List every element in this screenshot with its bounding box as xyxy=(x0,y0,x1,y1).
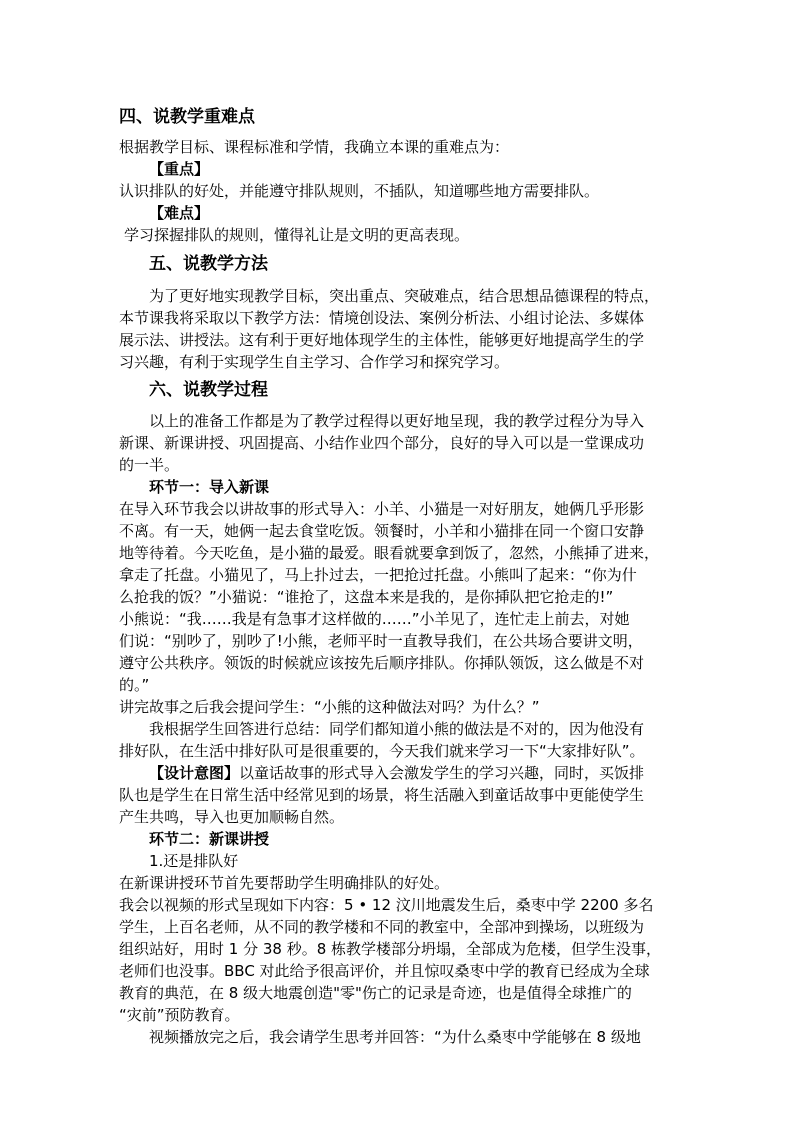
paragraph-line: 遵守公共秩序。领饭的时候就应该按先后顺序排队。你挿队领饭，这么做是不对 xyxy=(119,654,645,672)
difficult-point-text: 学习探握排队的规则，懂得礼让是文明的更高表现。 xyxy=(124,226,470,244)
question-line: 讲完故事之后我会提问学生：“小熊的这种做法对吗？为什么？” xyxy=(119,698,540,716)
section-5-heading: 五、说教学方法 xyxy=(149,254,268,274)
paragraph-line: 学生，上百名老师，从不同的教学楼和不同的教室中，全部冲到操场，以班级为 xyxy=(119,918,645,936)
paragraph-line: 组织站好，用时 1 分 38 秒。8 栋教学楼部分坍塌，全部成为危楼，但学生没事， xyxy=(119,940,662,958)
design-intent-label: 【设计意图】 xyxy=(149,764,240,782)
key-point-label: 【重点】 xyxy=(149,160,210,178)
section-4-intro: 根据教学目标、课程标准和学情，我确立本课的重难点为： xyxy=(119,138,510,156)
paragraph-line: 展示法、讲授法。这有利于更好地体现学生的主体性，能够更好地提高学生的学 xyxy=(119,331,645,349)
paragraph-line: 习兴趣，有利于实现学生自主学习、合作学习和探究学习。 xyxy=(119,353,510,371)
section-6-heading: 六、说教学过程 xyxy=(149,380,268,400)
paragraph-line: 教育的典范，在 8 级大地震创造"零"伤亡的记录是奇迹，也是值得全球推广的 xyxy=(119,984,632,1002)
paragraph-line: 本节课我将采取以下教学方法：情境创设法、案例分析法、小组讨论法、多媒体 xyxy=(119,309,645,327)
paragraph-line: 小熊说：“我……我是有急事才这样做的……”小羊见了，连忙走上前去，对她 xyxy=(119,610,630,628)
paragraph-line: 排好队，在生活中排好队可是很重要的，今天我们就来学习一下“大家排好队”。 xyxy=(119,742,645,760)
paragraph-line: 视频播放完之后，我会请学生思考并回答：“为什么桑枣中学能够在 8 级地 xyxy=(149,1028,641,1046)
paragraph-line: 的。” xyxy=(119,676,150,694)
paragraph-line: “灾前”预防教育。 xyxy=(119,1006,240,1024)
paragraph-line: 的一半。 xyxy=(119,456,180,474)
paragraph-line: 队也是学生在日常生活中经常见到的场景，将生活融入到童话故事中更能使学生 xyxy=(119,786,645,804)
design-intent-line xyxy=(149,762,644,784)
step-1-title: 环节一：导入新课 xyxy=(149,478,270,496)
paragraph-line: 我会以视频的形式呈现如下内容：5 • 12 汶川地震发生后，桑枣中学 2200 多名 xyxy=(119,896,654,914)
paragraph-line: 在新课讲授环节首先要帮助学生明确排队的好处。 xyxy=(119,874,450,892)
paragraph-line: 地等待着。今天吃鱼，是小猫的最爱。眼看就要拿到饭了，忽然，小熊挿了进来， xyxy=(119,544,660,562)
design-intent-text: 以童话故事的形式导入会激发学生的学习兴趣，同时，买饭排 xyxy=(239,764,645,782)
paragraph-line: 以上的准备工作都是为了教学过程得以更好地呈现，我的教学过程分为导入 xyxy=(149,412,645,430)
paragraph-line: 们说：“别吵了，别吵了!小熊，老师平时一直教导我们，在公共场合要讲文明， xyxy=(119,632,643,650)
paragraph-line: 为了更好地实现教学目标，突出重点、突破难点，结合思想品德课程的特点， xyxy=(149,287,660,305)
paragraph-line: 在导入环节我会以讲故事的形式导入：小羊、小猫是一对好朋友，她俩几乎形影 xyxy=(119,500,645,518)
subheading: 1.还是排队好 xyxy=(149,852,239,870)
difficult-point-label: 【难点】 xyxy=(149,204,210,222)
key-point-text: 认识排队的好处，并能遵守排队规则，不插队，知道哪些地方需要排队。 xyxy=(119,182,600,200)
step-2-title: 环节二：新课讲授 xyxy=(149,830,270,848)
paragraph-line: 老师们也没事。BBC 对此给予很高评价，并且惊叹桑枣中学的教育已经成为全球 xyxy=(119,962,650,980)
paragraph-line: 么抢我的饭？”小猫说：“谁抢了，这盘本来是我的，是你挿队把它抢走的!” xyxy=(119,588,614,606)
paragraph-line: 不离。有一天，她俩一起去食堂吃饭。领餐时，小羊和小猫排在同一个窗口安静 xyxy=(119,522,645,540)
paragraph-line: 我根据学生回答进行总结：同学们都知道小熊的做法是不对的，因为他没有 xyxy=(149,720,645,738)
paragraph-line: 产生共鸣，导入也更加顺畅自然。 xyxy=(119,808,345,826)
section-4-heading: 四、说教学重难点 xyxy=(119,107,255,127)
paragraph-line: 新课、新课讲授、巩固提高、小结作业四个部分，良好的导入可以是一堂课成功 xyxy=(119,434,645,452)
paragraph-line: 拿走了托盘。小猫见了，马上扑过去，一把抢过托盘。小熊叫了起来：“你为什 xyxy=(119,566,637,584)
